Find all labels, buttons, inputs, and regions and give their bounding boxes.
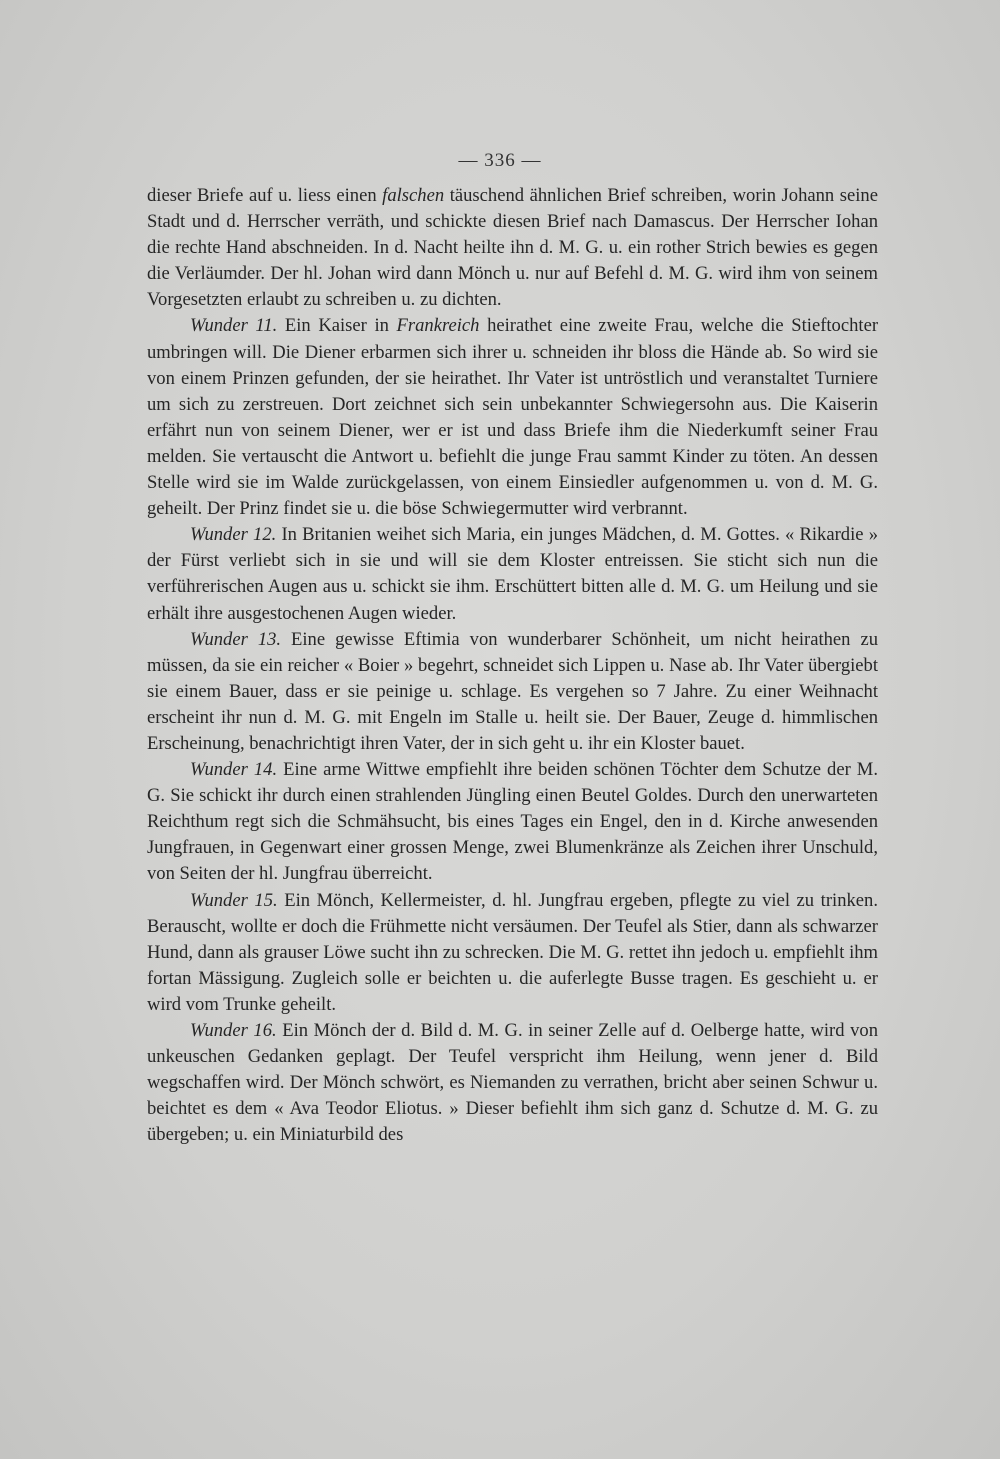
paragraph-wunder-11 xyxy=(147,313,878,522)
miracle-label: Wunder 12. xyxy=(190,524,277,546)
emphasis-text: falschen xyxy=(382,185,445,206)
text-segment: Ein Mönch der d. Bild d. M. G. in seiner Zelle auf d. Oelberge hatte, wird von unkeuschen Gedanken geplagt. Der Teufel verspricht ihm Heilung, wenn jener d. Bild wegschaffen wird. Der Mönch schwört, es Niemanden zu verrathen, bricht aber seinen Schwur u. beichtet es dem « Ava Teodor Eliotus. » Dieser befiehlt ihm sich ganz d. Schutze d. M. G. zu übergeben; u. ein Miniaturbild des xyxy=(147,1020,878,1146)
text-segment: dieser Briefe auf u. liess einen xyxy=(147,185,383,206)
text-segment: heirathet eine zweite Frau, welche die Stieftochter umbringen will. Die Diener erbarmen sich ihrer u. schneiden ihr bloss die Hände ab. So wird sie von einem Prinzen gefunden, der sie heirathet. Ihr Vater ist untröstlich und veranstaltet Turniere um sich zu zerstreuen. Dort zeichnet sich sein unbekannter Schwiegersohn aus. Die Kaiserin erfährt nun von seinem Diener, wer er ist und dass Briefe ihm die Niederkumft seiner Frau melden. Sie vertauscht die Antwort u. befiehlt die junge Frau sammt Kinder zu töten. An dessen Stelle wird sie im Walde zurückgelassen, von einem Einsiedler aufgenommen u. von d. M. G. geheilt. Der Prinz findet sie u. die böse Schwiegermutter wird verbrannt. xyxy=(147,315,879,520)
text-segment: Eine arme Wittwe empfiehlt ihre beiden schönen Töchter dem Schutze der M. G. Sie schickt ihr durch einen strahlenden Jüngling einen Beutel Goldes. Durch den unerwarteten Reichthum regt sich die Schmähsucht, bis eines Tages ein Engel, den in d. Kirche anwesenden Jungfrauen, in Gegenwart einer grossen Menge, zwei Blumenkränze als Zeichen ihrer Unschuld, von Seiten der hl. Jungfrau überreicht. xyxy=(147,759,878,885)
paragraph-continuation xyxy=(147,183,878,313)
miracle-label: Wunder 14. xyxy=(190,759,278,781)
paragraph-wunder-13 xyxy=(147,627,878,757)
miracle-label: Wunder 13. xyxy=(190,628,282,650)
body-text xyxy=(147,183,878,1148)
miracle-label: Wunder 11. xyxy=(190,315,278,337)
paragraph-wunder-16 xyxy=(147,1018,878,1148)
miracle-label: Wunder 15. xyxy=(190,889,278,911)
text-segment: Eine gewisse Eftimia von wunderbarer Schönheit, um nicht heirathen zu müssen, da sie ein reicher « Boier » begehrt, schneidet sich Lippen u. Nase ab. Ihr Vater übergiebt sie einem Bauer, dass er sie peinige u. schlage. Es vergehen so 7 Jahre. Zu einer Weihnacht erscheint ihr nun d. M. G. mit Engeln im Stalle u. heilt sie. Der Bauer, Zeuge d. himmlischen Erscheinung, benachrichtigt ihren Vater, der in sich geht u. ihr ein Kloster bauet. xyxy=(147,628,878,754)
paragraph-wunder-14 xyxy=(147,757,878,887)
text-segment: Ein Kaiser in xyxy=(277,315,397,337)
paragraph-wunder-15 xyxy=(147,888,878,1018)
text-segment: täuschend ähnlichen Brief schreiben, worin Johann seine Stadt und d. Herrscher verräth, und schickte diesen Brief nach Damascus. Der Herrscher Iohan die rechte Hand abschneiden. In d. Nacht heilte ihn d. M. G. u. ein rother Strich bewies es gegen die Verläumder. Der hl. Johan wird dann Mönch u. nur auf Befehl d. M. G. wird ihm von seinem Vorgesetzten erlaubt zu schreiben u. zu dichten. xyxy=(147,185,878,311)
page-number: — 336 — xyxy=(458,150,542,171)
place-name: Frankreich xyxy=(396,315,480,337)
text-segment: In Britanien weihet sich Maria, ein junges Mädchen, d. M. Gottes. « Rikardie » der Fürst verliebt sich in sie und will sie dem Kloster entreissen. Sie sticht sich nun die verführerischen Augen aus u. schickt sie ihm. Erschüttert bitten alle d. M. G. um Heilung und sie erhält ihre ausgestochenen Augen wieder. xyxy=(147,524,878,624)
paragraph-wunder-12 xyxy=(147,522,878,626)
text-segment: Ein Mönch, Kellermeister, d. hl. Jungfrau ergeben, pflegte zu viel zu trinken. Berauscht, wollte er doch die Frühmette nicht versäumen. Der Teufel als Stier, dann als schwarzer Hund, dann als grauser Löwe sucht ihn zu schrecken. Die M. G. rettet ihn jedoch u. empfiehlt ihm fortan Mässigung. Zugleich solle er beichten u. die auferlegte Busse tragen. Es geschieht u. er wird vom Trunke geheilt. xyxy=(147,889,878,1015)
miracle-label: Wunder 16. xyxy=(190,1020,277,1041)
